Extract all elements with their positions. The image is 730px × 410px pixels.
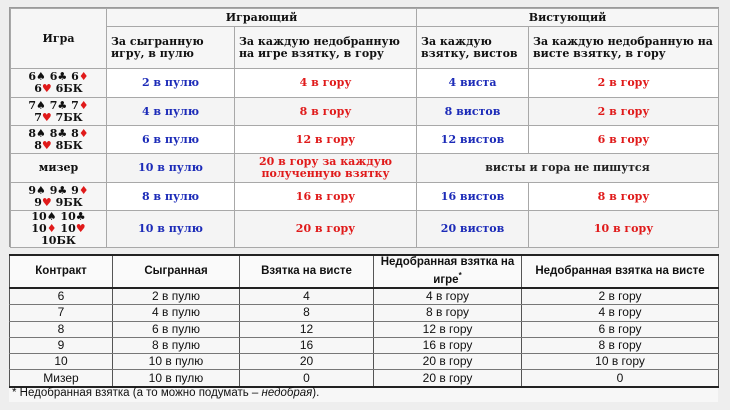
played-cell: 2 в пулю [113, 288, 240, 305]
whist-trick-cell: 8 [240, 305, 374, 321]
game-line: 10♦ 10♥ [31, 222, 86, 235]
header-undertrick-whist: Недобранная взятка на висте [522, 255, 719, 288]
diamond-icon: ♦ [78, 70, 89, 83]
game-line: 7♠ 7♣ 7♦ [28, 98, 89, 112]
table-row-misere [11, 154, 719, 183]
club-icon: ♣ [57, 70, 68, 83]
whist-undertricks-cell: 6 в гору [529, 126, 719, 154]
header-played: Сыгранная [113, 255, 240, 288]
club-icon: ♣ [57, 98, 68, 112]
header-row-main [11, 9, 719, 27]
heart-icon: ♥ [41, 195, 52, 209]
whist-cell: 12 вистов [417, 126, 529, 154]
played-cell: 8 в пулю [113, 337, 240, 353]
header-player: Играющий [107, 9, 417, 27]
heart-icon: ♥ [75, 222, 86, 235]
whist-trick-cell: 4 [240, 288, 374, 305]
undertrick-game-cell: 8 в гору [374, 305, 522, 321]
undertrick-whist-cell: 0 [522, 370, 719, 387]
undertrick-whist-cell: 4 в гору [522, 305, 719, 321]
diamond-icon: ♦ [46, 222, 57, 235]
whist-undertricks-cell: 8 в гору [529, 183, 719, 211]
spade-icon: ♠ [36, 70, 46, 83]
whist-cell: 20 вистов [417, 211, 529, 248]
played-cell: 4 в пулю [113, 305, 240, 321]
table-row [11, 98, 719, 126]
undertrick-whist-cell: 2 в гору [522, 288, 719, 305]
table-row [11, 69, 719, 98]
footnote-text: Недобранная взятка (а то можно подумать – [16, 387, 262, 399]
undertrick-game-cell: 12 в гору [374, 321, 522, 337]
spade-icon: ♠ [36, 126, 46, 140]
footnote-end: ). [312, 387, 320, 399]
undertrick-whist-cell: 6 в гору [522, 321, 719, 337]
game-line: 8♠ 8♣ 8♦ [28, 126, 89, 140]
heart-icon: ♥ [41, 82, 52, 95]
pool-cell: 8 в пулю [107, 183, 235, 211]
pool-cell: 4 в пулю [107, 98, 235, 126]
contract-cell: 9 [10, 337, 113, 353]
contract-summary-table [9, 254, 718, 402]
whist-cell: 16 вистов [417, 183, 529, 211]
table-row [10, 370, 719, 387]
game-line: 9♠ 9♣ 9♦ [28, 183, 89, 197]
game-cell [11, 126, 107, 154]
contract-cell: 6 [10, 288, 113, 305]
table-row [11, 211, 719, 248]
footnote-mark: * [458, 271, 462, 281]
heart-icon: ♥ [41, 138, 52, 152]
played-cell: 10 в пулю [113, 370, 240, 387]
heart-icon: ♥ [41, 110, 52, 124]
diamond-icon: ♦ [78, 183, 89, 197]
spade-icon: ♠ [36, 183, 46, 197]
undertrick-game-cell: 16 в гору [374, 337, 522, 353]
pool-cell: 10 в пулю [107, 154, 235, 183]
table-row [10, 288, 719, 305]
undertricks-cell: 16 в гору [235, 183, 417, 211]
contract-cell: 10 [10, 354, 113, 370]
whist-trick-cell: 0 [240, 370, 374, 387]
pool-cell: 6 в пулю [107, 126, 235, 154]
header-contract: Контракт [10, 255, 113, 288]
game-line: 10БК [41, 234, 76, 247]
club-icon: ♣ [57, 126, 68, 140]
game-line: 9♥ 9БК [34, 195, 83, 209]
club-icon: ♣ [75, 210, 86, 223]
whist-trick-cell: 12 [240, 321, 374, 337]
played-cell: 6 в пулю [113, 321, 240, 337]
whist-trick-cell: 16 [240, 337, 374, 353]
played-cell: 10 в пулю [113, 354, 240, 370]
table-row [11, 126, 719, 154]
undertricks-cell: 12 в гору [235, 126, 417, 154]
preference-scoring-table [9, 7, 719, 247]
bottom-header-row [10, 255, 719, 288]
contract-cell: 8 [10, 321, 113, 337]
contract-cell: Мизер [10, 370, 113, 387]
game-line: 6♥ 6БК [34, 82, 83, 95]
spade-icon: ♠ [36, 98, 46, 112]
game-line: 8♥ 8БК [34, 138, 83, 152]
whist-undertricks-cell: 2 в гору [529, 69, 719, 98]
whist-cell: 8 вистов [417, 98, 529, 126]
undertricks-cell: 20 в гору [235, 211, 417, 248]
undertrick-whist-cell: 10 в гору [522, 354, 719, 370]
undertrick-whist-cell: 8 в гору [522, 337, 719, 353]
subheader-undertricks: За каждую недобранную на игре взятку, в гору [235, 27, 417, 69]
whist-undertricks-cell: 10 в гору [529, 211, 719, 248]
game-cell: мизер [11, 154, 107, 183]
header-whist-trick [240, 255, 374, 288]
game-cell [11, 69, 107, 98]
header-whist-trick-label: Взятка на висте [261, 265, 352, 277]
whist-trick-cell: 20 [240, 354, 374, 370]
game-cell [11, 183, 107, 211]
undertricks-cell: 8 в гору [235, 98, 417, 126]
subheader-whist-undertricks: За каждую недобранную на висте взятку, в гору [529, 27, 719, 69]
undertrick-game-cell: 4 в гору [374, 288, 522, 305]
header-undertrick-game-label: Недобранная взятка на игре [380, 256, 515, 286]
scoring-table-bottom [9, 254, 719, 388]
table-row [10, 354, 719, 370]
diamond-icon: ♦ [78, 126, 89, 140]
game-line: 7♥ 7БК [34, 110, 83, 124]
undertricks-cell: 20 в гору за каждую полученную взятку [235, 154, 417, 183]
table-row [10, 321, 719, 337]
header-whister: Вистующий [417, 9, 719, 27]
undertrick-game-cell: 20 в гору [374, 370, 522, 387]
header-game: Игра [11, 9, 107, 69]
subheader-pool: За сыгранную игру, в пулю [107, 27, 235, 69]
game-cell [11, 98, 107, 126]
pool-cell: 2 в пулю [107, 69, 235, 98]
table-row [10, 337, 719, 353]
club-icon: ♣ [57, 183, 68, 197]
game-cell [11, 211, 107, 248]
undertricks-cell: 4 в гору [235, 69, 417, 98]
whist-undertricks-cell: 2 в гору [529, 98, 719, 126]
contract-cell: 7 [10, 305, 113, 321]
whist-merged-cell: висты и гора не пишутся [417, 154, 719, 183]
bottom-table-body [10, 288, 719, 387]
footnote [12, 387, 319, 399]
pool-cell: 10 в пулю [107, 211, 235, 248]
footnote-italic: недобрая [261, 387, 313, 399]
diamond-icon: ♦ [78, 98, 89, 112]
subheader-whist: За каждую взятку, вистов [417, 27, 529, 69]
game-line: 10♠ 10♣ [31, 210, 86, 223]
scoring-table-top [10, 8, 719, 248]
undertrick-game-cell: 20 в гору [374, 354, 522, 370]
whist-cell: 4 виста [417, 69, 529, 98]
game-line: 6♠ 6♣ 6♦ [28, 70, 89, 83]
spade-icon: ♠ [46, 210, 57, 223]
table-row [11, 183, 719, 211]
header-undertrick-game [374, 255, 522, 288]
footnote-mark: * [12, 387, 17, 399]
table-row [10, 305, 719, 321]
header-row-sub [11, 27, 719, 69]
